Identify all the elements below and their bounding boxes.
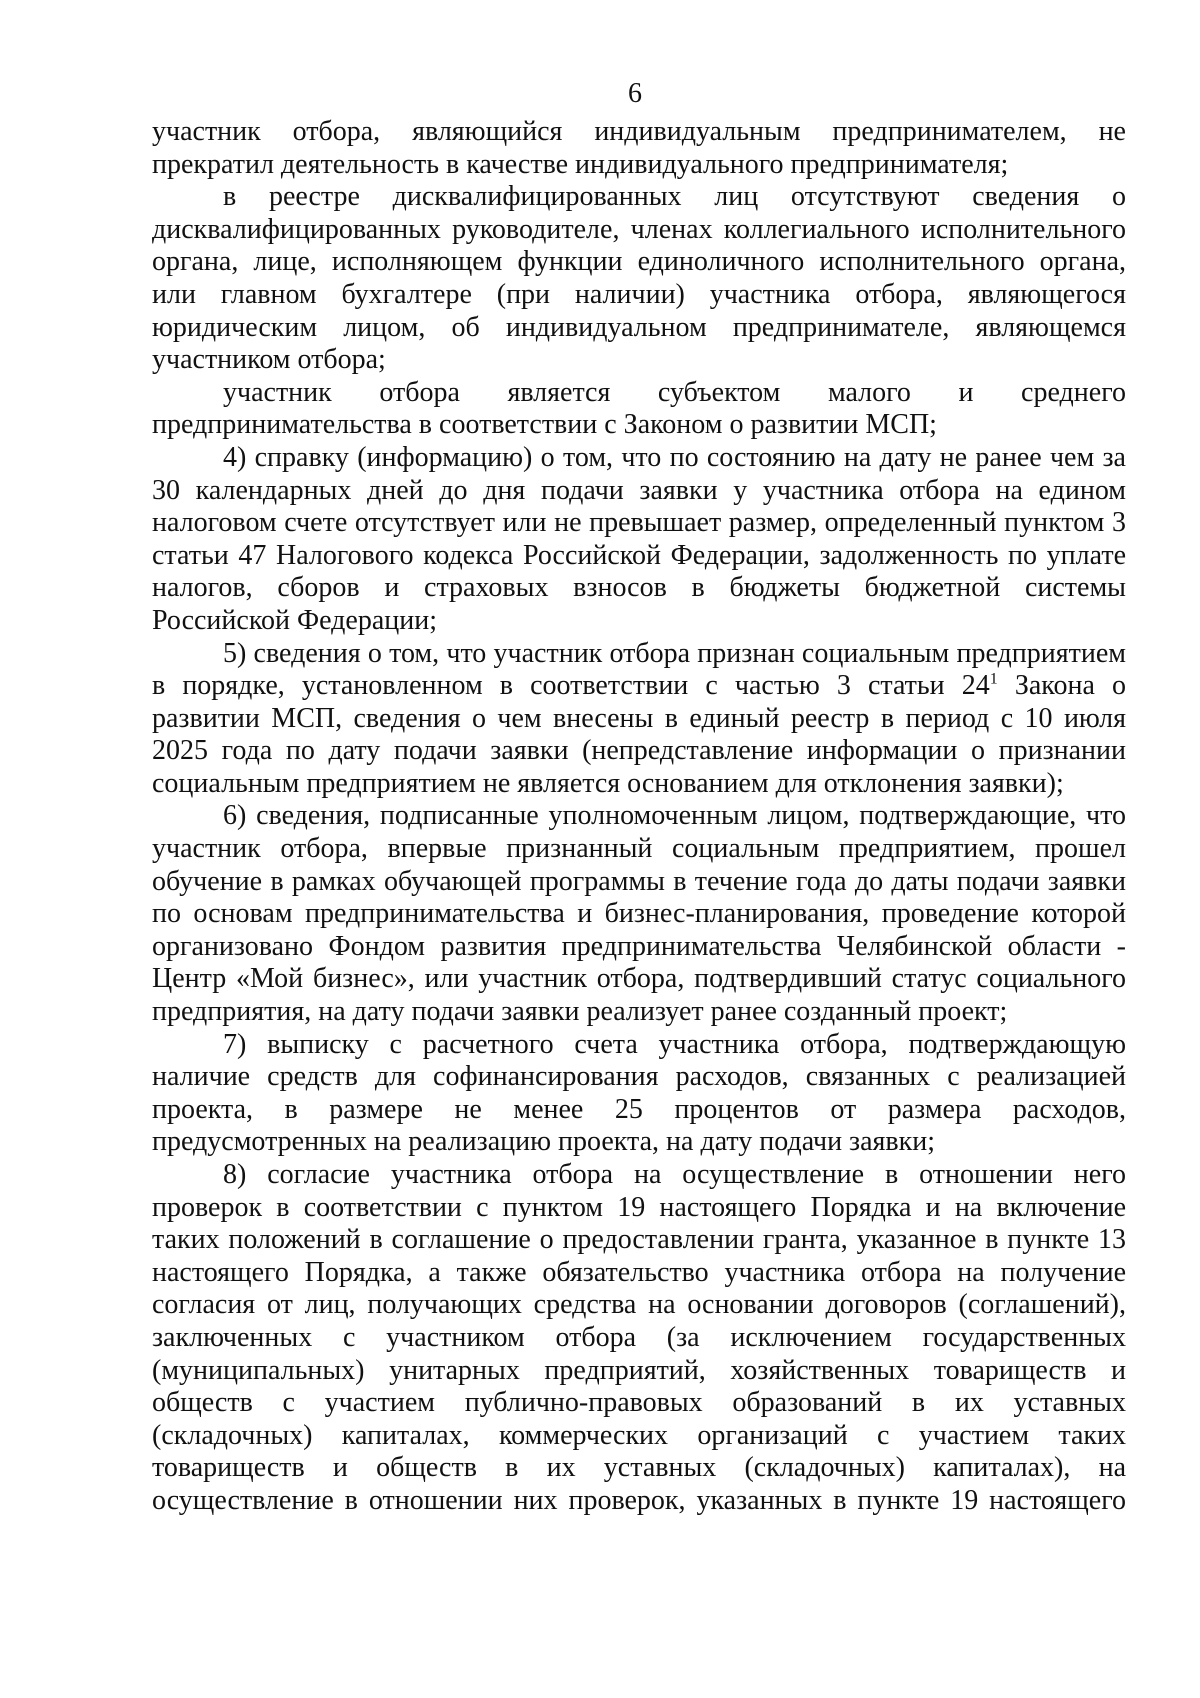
paragraph-item-4: 4) справку (информацию) о том, что по состоянию на дату не ранее чем за 30 календарных дней до дня подачи заявки у участника отбора на едином налоговом счете отсутствует или не превышает размер, определенный пунктом 3 статьи 47 Налогового кодекса Российской Федерации, задолженность по уплате налогов, сборов и страховых взносов в бюджеты бюджетной системы Российской Федерации; — [152, 441, 1126, 636]
paragraph-item-5-part-2: Закона о развитии МСП, сведения о чем внесены в единый реестр в период с 10 июля 2025 года по дату подачи заявки (непредставление информации о признании социальным предприятием не является основанием для отклонения заявки); — [152, 670, 1126, 799]
paragraph-individual-entrepreneur: участник отбора, являющийся индивидуальным предпринимателем, не прекратил деятельность в качестве индивидуального предпринимателя; — [152, 116, 1126, 180]
paragraph-sme-status: участник отбора является субъектом малого и среднего предпринимательства в соответствии с Законом о развитии МСП; — [152, 376, 1126, 441]
superscript-marker: 1 — [989, 670, 998, 688]
document-body — [152, 116, 1126, 1518]
paragraph-item-6: 6) сведения, подписанные уполномоченным лицом, подтверждающие, что участник отбора, впервые признанный социальным предприятием, прошел обучение в рамках обучающей программы в течение года до даты подачи заявки по основам предпринимательства и бизнес-планирования, проведение которой организовано Фондом развития предпринимательства Челябинской области - Центр «Мой бизнес», или участник отбора, подтвердивший статус социального предприятия, на дату подачи заявки реализует ранее созданный проект; — [152, 800, 1126, 1028]
page-number: 6 — [628, 78, 642, 109]
paragraph-item-5 — [152, 638, 1126, 801]
paragraph-disqualified-persons: в реестре дисквалифицированных лиц отсутствуют сведения о дисквалифицированных руководителе, членах коллегиального исполнительного органа, лице, исполняющем функции единоличного исполнительного органа, или главном бухгалтере (при наличии) участника отбора, являющегося юридическим лицом, об индивидуальном предпринимателе, являющемся участником отбора; — [152, 181, 1126, 376]
paragraph-item-8: 8) согласие участника отбора на осуществление в отношении него проверок в соответствии с пунктом 19 настоящего Порядка и на включение таких положений в соглашение о предоставлении гранта, указанное в пункте 13 настоящего Порядка, а также обязательство участника отбора на получение согласия от лиц, получающих средства на основании договоров (соглашений), заключенных с участником отбора (за исключением государственных (муниципальных) унитарных предприятий, хозяйственных товариществ и обществ с участием публично-правовых образований в их уставных (складочных) капиталах, коммерческих организаций с участием таких товариществ и обществ в их уставных (складочных) капиталах), на осуществление в отношении них проверок, указанных в пункте 19 настоящего — [152, 1159, 1126, 1516]
paragraph-item-7: 7) выписку с расчетного счета участника отбора, подтверждающую наличие средств для софинансирования расходов, связанных с реализацией проекта, в размере не менее 25 процентов от размера расходов, предусмотренных на реализацию проекта, на дату подачи заявки; — [152, 1028, 1126, 1158]
paragraph-item-5-part-1: 5) сведения о том, что участник отбора признан социальным предприятием в порядке, установленном в соответствии с частью 3 статьи 24 — [152, 637, 1126, 702]
